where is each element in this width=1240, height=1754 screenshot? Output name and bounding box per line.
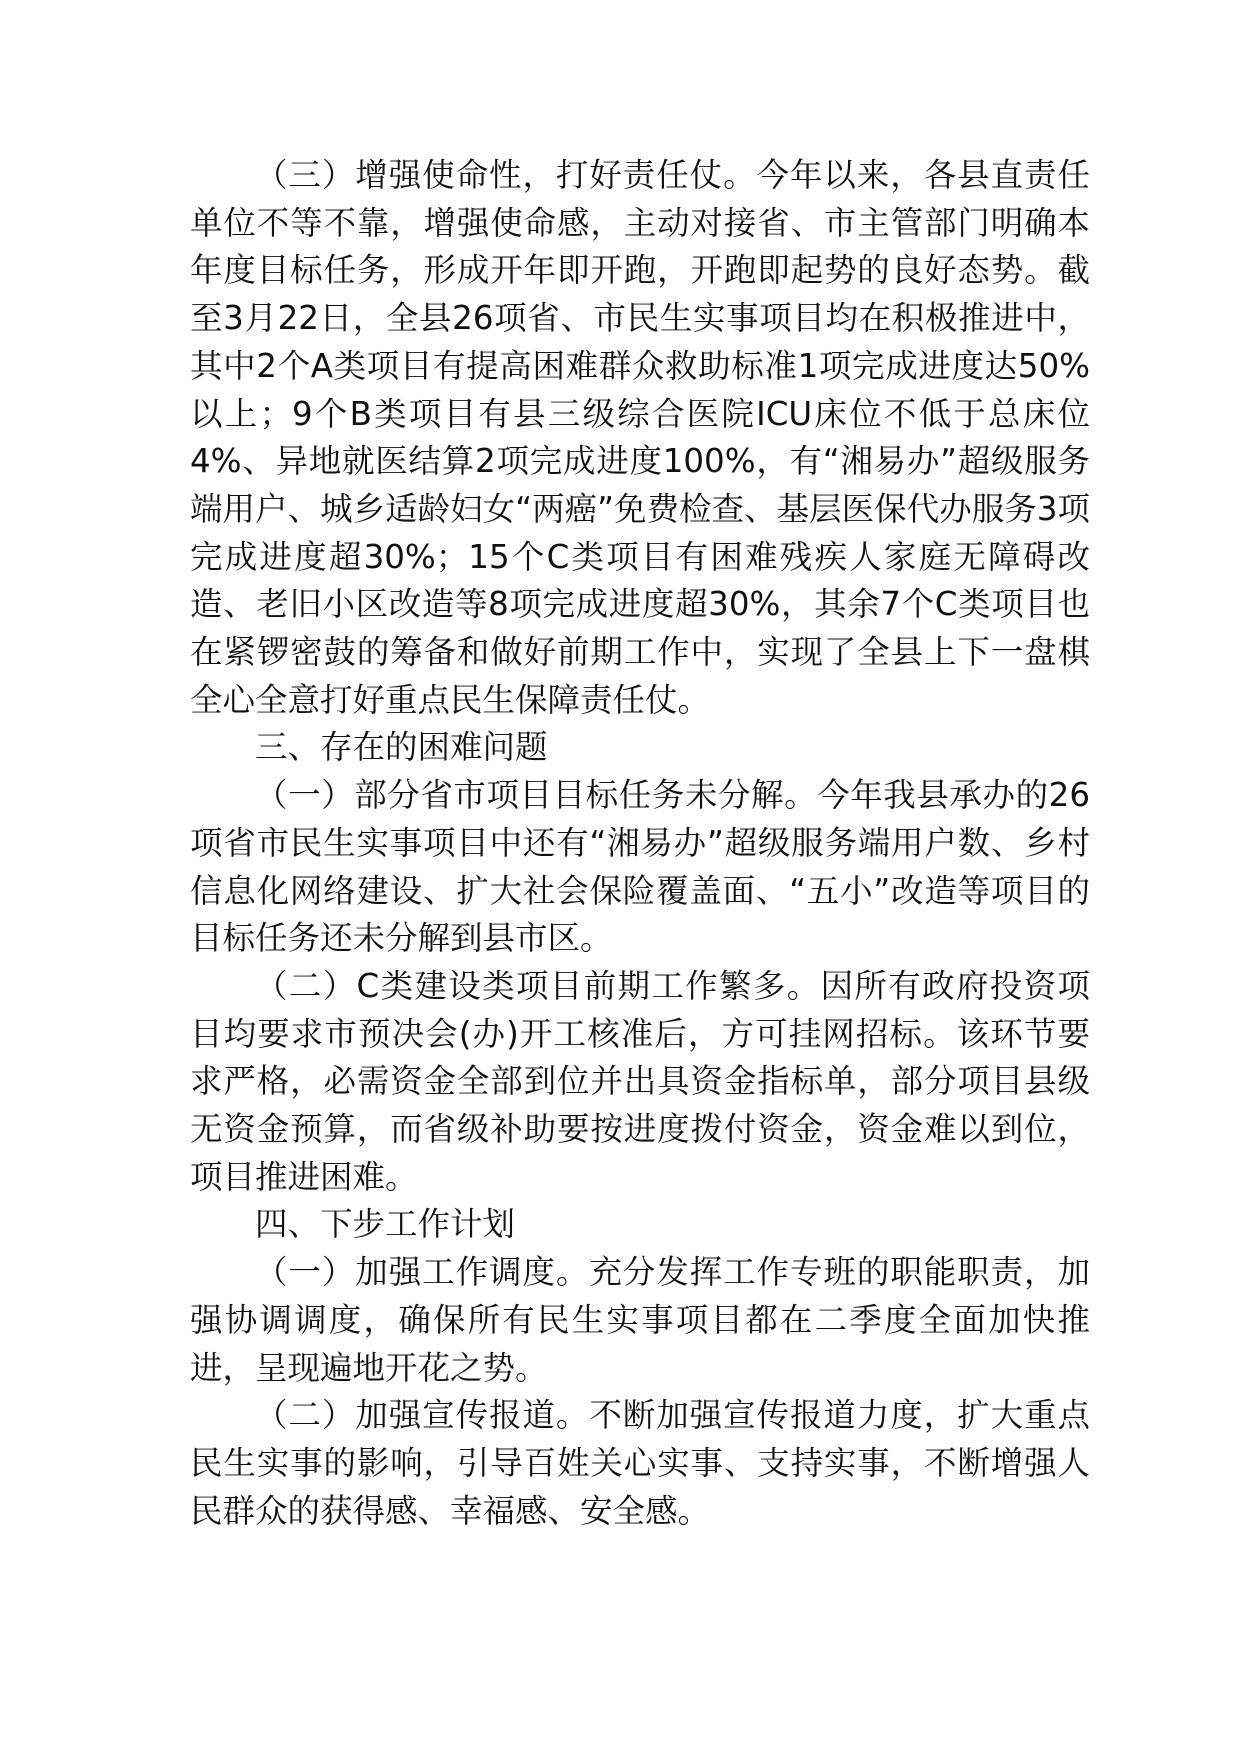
document-body — [190, 152, 1090, 1535]
paragraph-targets-not-decomposed: （一）部分省市项目目标任务未分解。今年我县承办的26项省市民生实事项目中还有“湘易办”超级服务端用户数、乡村信息化网络建设、扩大社会保险覆盖面、“五小”改造等项目的目标任务还未分解到县市区。 — [190, 776, 1090, 958]
paragraph-work-scheduling: （一）加强工作调度。充分发挥工作专班的职能职责，加强协调调度，确保所有民生实事项目都在二季度全面加快推进，呈现遍地开花之势。 — [190, 1253, 1090, 1387]
paragraph-strengthen-mission: （三）增强使命性，打好责任仗。今年以来，各县直责任单位不等不靠，增强使命感，主动对接省、市主管部门明确本年度目标任务，形成开年即开跑，开跑即起势的良好态势。截至3月22日，全县26项省、市民生实事项目均在积极推进中，其中2个A类项目有提高困难群众救助标准1项完成进度达50%以上；9个B类项目有县三级综合医院ICU床位不低于总床位4%、异地就医结算2项完成进度100%，有“湘易办”超级服务端用户、城乡适龄妇女“两癌”免费检查、基层医保代办服务3项完成进度超30%；15个C类项目有困难残疾人家庭无障碍改造、老旧小区改造等8项完成进度超30%，其余7个C类项目也在紧锣密鼓的筹备和做好前期工作中，实现了全县上下一盘棋全心全意打好重点民生保障责任仗。 — [190, 156, 1090, 719]
heading-difficulties: 三、存在的困难问题 — [255, 728, 548, 767]
paragraph-publicity: （二）加强宣传报道。不断加强宣传报道力度，扩大重点民生实事的影响，引导百姓关心实事、支持实事，不断增强人民群众的获得感、幸福感、安全感。 — [190, 1396, 1090, 1530]
heading-next-steps: 四、下步工作计划 — [255, 1205, 516, 1244]
paragraph-preliminary-work: （二）C类建设类项目前期工作繁多。因所有政府投资项目均要求市预决会(办)开工核准后，方可挂网招标。该环节要求严格，必需资金全部到位并出具资金指标单，部分项目县级无资金预算，而省级补助要按进度拨付资金，资金难以到位，项目推进困难。 — [190, 966, 1090, 1196]
